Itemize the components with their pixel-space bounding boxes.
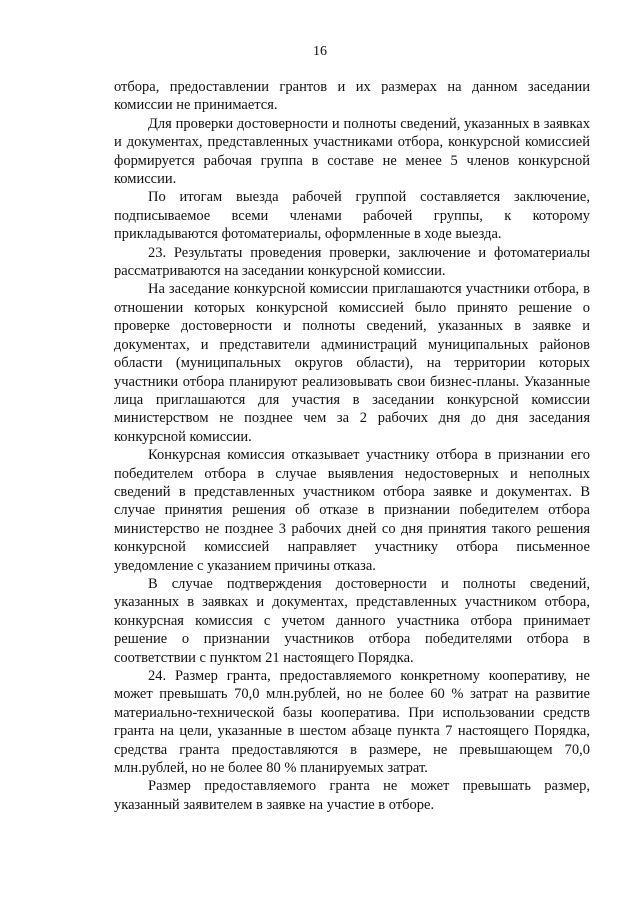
paragraph-continuation: отбора, предоставлении грантов и их размерах на данном заседании комиссии не принимается. <box>114 79 590 114</box>
document-body <box>114 78 590 814</box>
paragraph-grant-limit: Размер предоставляемого гранта не может превышать размер, указанный заявителем в заявке на участие в отборе. <box>114 778 590 813</box>
paragraph-conclusion: По итогам выезда рабочей группой составляется заключение, подписываемое всеми членами рабочей группы, к которому прикладываются фотоматериалы, оформленные в ходе выезда. <box>114 189 590 243</box>
paragraph-confirmation: В случае подтверждения достоверности и полноты сведений, указанных в заявках и документах, представленных участником отбора, конкурсная комиссия с учетом данного участника отбора принимает решение о признании участников отбора победителями отбора в соответствии с пунктом 21 настоящего Порядка. <box>114 575 590 666</box>
paragraph-invitation: На заседание конкурсной комиссии приглашаются участники отбора, в отношении которых конкурсной комиссией было принято решение о проверке достоверности и полноты сведений, указанных в заявке и документах, и представители администраций муниципальных районов области (муниципальных округов области), на территории которых участники отбора планируют реализовывать свои бизнес-планы. Указанные лица приглашаются для участия в заседании конкурсной комиссии министерством не позднее чем за 2 рабочих дня до дня заседания конкурсной комиссии. <box>114 281 590 445</box>
page-number: 16 <box>313 44 327 59</box>
paragraph-item-23: 23. Результаты проведения проверки, заключение и фотоматериалы рассматриваются на заседании конкурсной комиссии. <box>114 244 590 280</box>
paragraph-working-group: Для проверки достоверности и полноты сведений, указанных в заявках и документах, представленных участниками отбора, конкурсной комиссией формируется рабочая группа в составе не менее 5 членов конкурсной комиссии. <box>114 115 590 188</box>
paragraph-item-24: 24. Размер гранта, предоставляемого конкретному кооперативу, не может превышать 70,0 млн.рублей, но не более 60 % затрат на развитие материально-технической базы кооператива. При использовании средств гранта на цели, указанные в шестом абзаце пункта 7 настоящего Порядка, средства гранта предоставляются в размере, не превышающем 70,0 млн.рублей, но не более 80 % планируемых затрат. <box>114 668 590 777</box>
paragraph-refusal: Конкурсная комиссия отказывает участнику отбора в признании его победителем отбора в случае выявления недостоверных и неполных сведений в представленных участником отбора заявке и документах. В случае принятия решения об отказе в признании победителем отбора министерство не позднее 3 рабочих дней со дня принятия такого решения конкурсной комиссией направляет участнику отбора письменное уведомление с указанием причины отказа. <box>114 447 590 574</box>
